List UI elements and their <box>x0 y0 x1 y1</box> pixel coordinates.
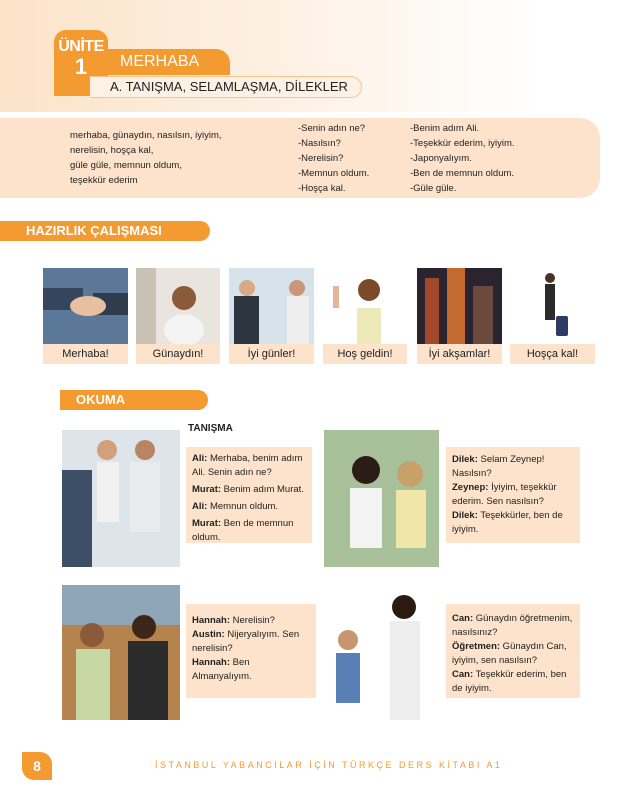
answer-line: -Ben de memnun oldum. <box>410 168 515 179</box>
speaker: Hannah: <box>192 657 230 668</box>
vocabulary-words <box>70 128 222 188</box>
question-line: -Senin adın ne? <box>298 123 366 134</box>
speaker: Can: <box>452 613 474 624</box>
caption-hos-geldin: Hoş geldin! <box>323 344 407 364</box>
group-meeting-photo <box>62 430 180 567</box>
speaker: Dilek: <box>452 454 478 465</box>
line: Benim adım Murat. <box>221 484 304 495</box>
dialog-ali-murat <box>186 447 312 543</box>
answer-line: -Güle güle. <box>410 183 457 194</box>
dialog-dilek-zeynep <box>446 447 580 543</box>
prep-section-header: HAZIRLIK ÇALIŞMASI <box>0 221 210 241</box>
line: Teşekkür ederim, ben de iyiyim. <box>452 669 567 694</box>
speaker: Ali: <box>192 453 208 464</box>
line: Selam Zeynep! Nasılsın? <box>452 454 545 479</box>
reading-section-header: OKUMA <box>60 390 208 410</box>
line: İyiyim, teşekkür ederim. Sen nasılsın? <box>452 482 557 507</box>
page-number: 8 <box>22 752 52 780</box>
answer-line: -Japonyalıyım. <box>410 153 472 164</box>
reading-subtitle: TANIŞMA <box>188 423 233 434</box>
caption-iyi-aksamlar: İyi akşamlar! <box>417 344 502 364</box>
dialog-hannah-austin <box>186 604 316 698</box>
page-title: MERHABA <box>106 49 230 75</box>
students-talking-photo <box>62 585 180 720</box>
line: Ben Almanyalıyım. <box>192 657 252 682</box>
caption-hosca-kal: Hoşça kal! <box>510 344 595 364</box>
line: Ben de memnun oldum. <box>192 518 294 543</box>
teacher-student-photo <box>324 585 439 720</box>
speaker: Zeynep: <box>452 482 489 493</box>
line: Memnun oldum. <box>207 501 279 512</box>
speaker: Murat: <box>192 518 222 529</box>
caption-merhaba: Merhaba! <box>43 344 128 364</box>
speaker: Öğretmen: <box>452 641 501 652</box>
answer-line: -Benim adım Ali. <box>410 123 480 134</box>
vocab-line: merhaba, günaydın, nasılsın, iyiyim, <box>70 130 222 141</box>
line: Nijeryalıyım. Sen nerelisin? <box>192 629 300 654</box>
woman-waving-photo <box>323 268 407 344</box>
vocab-line: teşekkür ederim <box>70 175 138 186</box>
handshake-photo <box>43 268 128 344</box>
section-subtitle: A. TANIŞMA, SELAMLAŞMA, DİLEKLER <box>90 76 362 98</box>
caption-iyi-gunler: İyi günler! <box>229 344 314 364</box>
business-handshake-photo <box>229 268 314 344</box>
unit-number: 1 <box>74 54 88 79</box>
vocab-line: güle güle, memnun oldum, <box>70 160 182 171</box>
dialog-can-ogretmen <box>446 604 580 698</box>
speaker: Dilek: <box>452 510 478 521</box>
line: Nerelisin? <box>230 615 275 626</box>
line: Teşekkürler, ben de iyiyim. <box>452 510 563 535</box>
question-line: -Nasılsın? <box>298 138 341 149</box>
speaker: Ali: <box>192 501 208 512</box>
line: Merhaba, benim adım Ali. Senin adın ne? <box>192 453 303 478</box>
speaker: Can: <box>452 669 474 680</box>
question-line: -Hoşça kal. <box>298 183 346 194</box>
question-line: -Memnun oldum. <box>298 168 370 179</box>
caption-gunaydin: Günaydın! <box>136 344 220 364</box>
speaker: Murat: <box>192 484 222 495</box>
woman-morning-photo <box>136 268 220 344</box>
traveler-photo <box>510 268 595 344</box>
vocabulary-questions <box>298 121 369 196</box>
unit-word: ÜNİTE <box>58 38 104 55</box>
city-evening-photo <box>417 268 502 344</box>
speaker: Austin: <box>192 629 225 640</box>
line: Günaydın Can, iyiyim, sen nasılsın? <box>452 641 567 666</box>
vocabulary-answers <box>410 121 515 196</box>
answer-line: -Teşekkür ederim, iyiyim. <box>410 138 515 149</box>
book-title-footer: İSTANBUL YABANCILAR İÇİN TÜRKÇE DERS KİTABI A1 <box>155 760 503 770</box>
speaker: Hannah: <box>192 615 230 626</box>
two-women-photo <box>324 430 439 567</box>
question-line: -Nerelisin? <box>298 153 344 164</box>
line: Günaydın öğretmenim, nasılsınız? <box>452 613 573 638</box>
vocab-line: nerelisin, hoşça kal, <box>70 145 154 156</box>
